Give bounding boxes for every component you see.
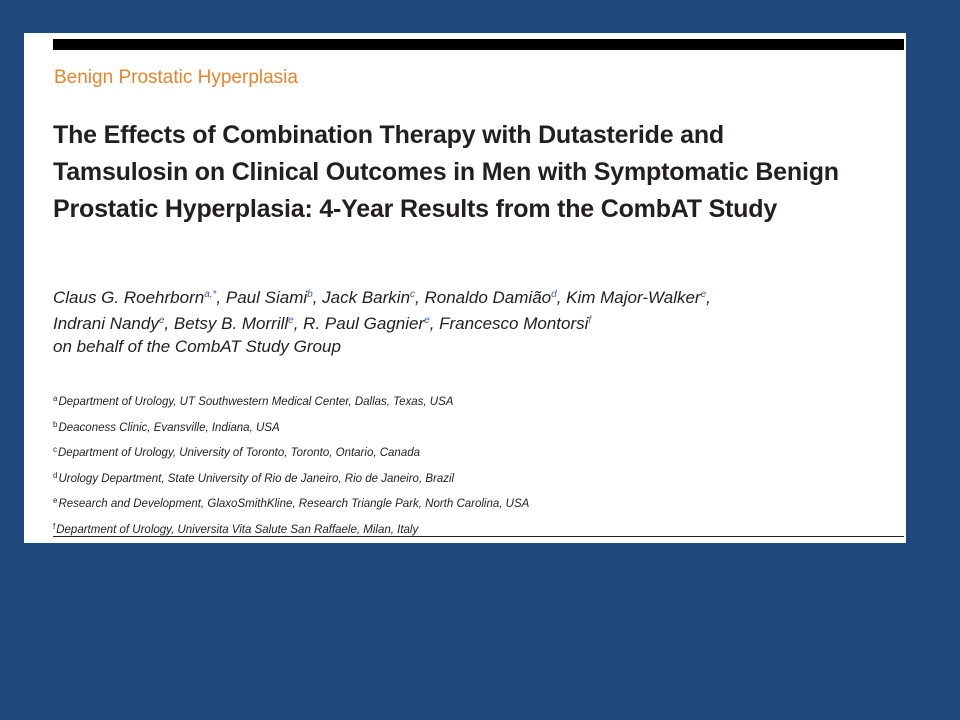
author-name: R. Paul Gagnier bbox=[303, 314, 425, 333]
title-line: Tamsulosin on Clinical Outcomes in Men with Symptomatic Benign bbox=[53, 158, 839, 186]
author-line: Indrani Nandy$^e$, Betsy B. Morrill$^e$, R. Paul Gagnier$^e$, Francesco Montorsi$^f$ bbox=[53, 314, 592, 333]
author-line: Claus G. Roehrborn$^{a,*}$, Paul Siami$^b$, Jack Barkin$^c$, Ronaldo Damião$^d$, Kim Major-Walker$^e$, bbox=[53, 288, 711, 307]
author-name: Kim Major-Walker bbox=[566, 288, 701, 307]
affiliation-sup: e bbox=[53, 496, 58, 505]
author bbox=[439, 314, 591, 333]
author-name: Betsy B. Morrill bbox=[173, 314, 289, 333]
affiliation bbox=[53, 388, 905, 414]
affiliation-sup: b bbox=[53, 419, 58, 429]
article-title bbox=[53, 117, 905, 228]
author-sup[interactable]: e bbox=[700, 289, 707, 300]
affiliation bbox=[53, 414, 905, 440]
author bbox=[303, 314, 430, 333]
author-name: Francesco Montorsi bbox=[439, 314, 589, 333]
affiliation-sup: d bbox=[53, 470, 58, 480]
author-sup[interactable]: d bbox=[551, 289, 557, 300]
author bbox=[226, 288, 313, 307]
affiliation bbox=[53, 516, 905, 542]
author bbox=[566, 288, 706, 307]
affiliation-sup: a bbox=[53, 394, 58, 403]
affiliation-sup: c bbox=[53, 445, 57, 454]
author-group: on behalf of the CombAT Study Group bbox=[53, 337, 341, 356]
affiliation-text: Urology Department, State University of Rio de Janeiro, Rio de Janeiro, Brazil bbox=[58, 472, 455, 485]
author bbox=[53, 288, 216, 307]
author-sup[interactable]: e bbox=[424, 315, 430, 326]
author-sup[interactable]: f bbox=[588, 315, 592, 326]
author bbox=[174, 314, 294, 333]
author-name: Jack Barkin bbox=[322, 288, 411, 307]
author-name: Indrani Nandy bbox=[53, 314, 159, 333]
affiliation bbox=[53, 439, 905, 465]
author-sup[interactable]: e bbox=[158, 315, 165, 326]
author-name: Paul Siami bbox=[225, 288, 308, 307]
affiliation-text: Deaconess Clinic, Evansville, Indiana, USA bbox=[58, 421, 280, 434]
author-sup[interactable]: a,* bbox=[204, 289, 217, 300]
affiliation-text: Department of Urology, UT Southwestern Medical Center, Dallas, Texas, USA bbox=[58, 396, 454, 408]
paper-header-card bbox=[24, 33, 906, 543]
author bbox=[53, 314, 164, 333]
author bbox=[322, 288, 415, 307]
author-sup[interactable]: e bbox=[288, 315, 294, 326]
author bbox=[424, 288, 556, 307]
affiliation-text: Department of Urology, University of Toronto, Toronto, Ontario, Canada bbox=[58, 447, 421, 459]
author-sup[interactable]: c bbox=[410, 289, 416, 300]
title-line: The Effects of Combination Therapy with Dutasteride and bbox=[53, 121, 725, 149]
author-list bbox=[53, 283, 905, 358]
affiliation bbox=[53, 490, 905, 516]
affiliation-list bbox=[53, 388, 905, 541]
affiliation-text: Department of Urology, Universita Vita Salute San Raffaele, Milan, Italy bbox=[56, 523, 419, 536]
title-line: Prostatic Hyperplasia: 4-Year Results from the CombAT Study bbox=[53, 195, 778, 223]
author-name: Ronaldo Damião bbox=[424, 288, 552, 307]
author-sup[interactable]: b bbox=[307, 289, 313, 300]
top-rule bbox=[53, 39, 904, 50]
section-label: Benign Prostatic Hyperplasia bbox=[54, 67, 298, 88]
bottom-rule bbox=[53, 536, 904, 537]
affiliation-sup: f bbox=[53, 521, 56, 531]
affiliation bbox=[53, 465, 905, 491]
affiliation-text: Research and Development, GlaxoSmithKline, Research Triangle Park, North Carolina, USA bbox=[58, 498, 530, 510]
author-name: Claus G. Roehrborn bbox=[53, 288, 205, 307]
